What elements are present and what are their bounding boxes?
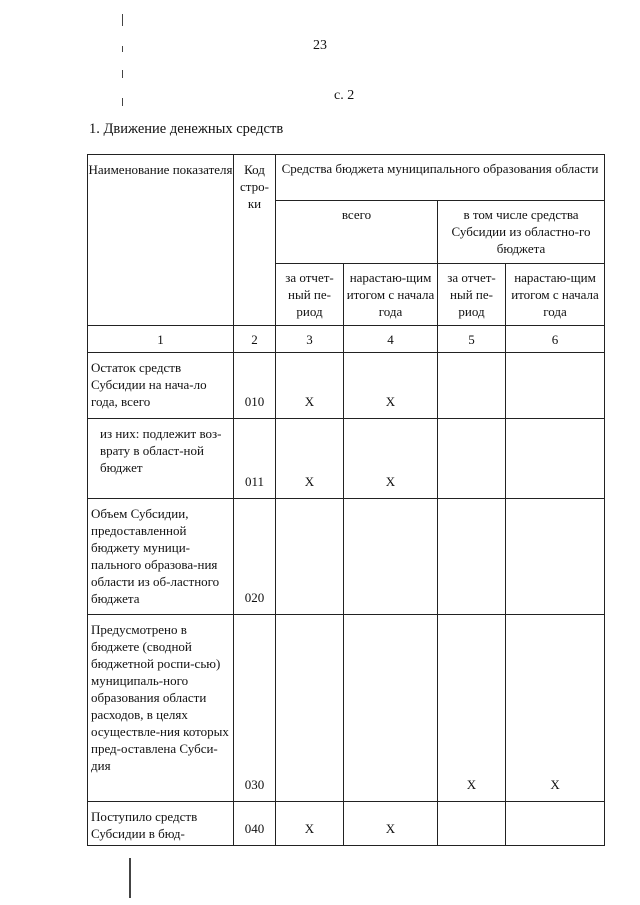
column-number: 1 xyxy=(88,326,234,353)
row-name: Предусмотрено в бюджете (сводной бюджетной роспи-сью) муниципаль-ного образования области расходов, в целях осуществле-ния которых пред-оставлена Субси-дия xyxy=(88,615,234,802)
cell-mark xyxy=(506,353,605,419)
row-code: 040 xyxy=(234,802,276,846)
cell-mark xyxy=(438,499,506,615)
cell-mark: X xyxy=(506,615,605,802)
cell-mark xyxy=(438,802,506,846)
table-row xyxy=(88,499,605,615)
sheet-label: с. 2 xyxy=(334,88,355,103)
table-row xyxy=(88,802,605,846)
cell-mark: X xyxy=(276,353,344,419)
header-total-period: за отчет-ный пе-риод xyxy=(276,264,344,326)
header-budget-group: Средства бюджета муниципального образования области xyxy=(276,155,605,201)
cell-mark xyxy=(506,802,605,846)
header-code: Код стро-ки xyxy=(234,155,276,326)
cell-mark xyxy=(344,499,438,615)
row-name: Остаток средств Субсидии на нача-ло года, всего xyxy=(88,353,234,419)
page-number: 23 xyxy=(313,38,327,53)
row-code: 030 xyxy=(234,615,276,802)
cell-mark xyxy=(506,499,605,615)
cell-mark xyxy=(438,419,506,499)
cell-mark xyxy=(276,615,344,802)
scan-mark xyxy=(122,98,123,106)
table-row xyxy=(88,353,605,419)
header-subsidy: в том числе средства Субсидии из областно-го бюджета xyxy=(438,201,605,264)
column-number: 3 xyxy=(276,326,344,353)
table-row xyxy=(88,419,605,499)
cell-mark xyxy=(344,615,438,802)
row-name: Объем Субсидии, предоставленной бюджету муници-пального образова-ния области из об-ластного бюджета xyxy=(88,499,234,615)
section-title: 1. Движение денежных средств xyxy=(89,121,284,137)
row-code: 011 xyxy=(234,419,276,499)
header-subsidy-cumulative: нарастаю-щим итогом с начала года xyxy=(506,264,605,326)
row-code: 010 xyxy=(234,353,276,419)
column-number: 5 xyxy=(438,326,506,353)
cash-flow-table xyxy=(87,154,605,846)
cell-mark: X xyxy=(344,802,438,846)
cell-mark xyxy=(276,499,344,615)
column-number: 4 xyxy=(344,326,438,353)
column-number: 2 xyxy=(234,326,276,353)
scan-mark xyxy=(122,70,123,78)
cell-mark: X xyxy=(344,419,438,499)
cell-mark: X xyxy=(344,353,438,419)
column-number: 6 xyxy=(506,326,605,353)
row-code: 020 xyxy=(234,499,276,615)
cell-mark: X xyxy=(276,802,344,846)
scan-mark xyxy=(129,858,131,898)
cell-mark xyxy=(438,353,506,419)
scan-mark xyxy=(122,14,123,26)
header-total: всего xyxy=(276,201,438,264)
row-name: из них: подлежит воз-врату в област-ной бюджет xyxy=(88,419,234,499)
header-name: Наименование показателя xyxy=(88,155,234,326)
row-name: Поступило средств Субсидии в бюд- xyxy=(88,802,234,846)
table-row xyxy=(88,615,605,802)
cell-mark xyxy=(506,419,605,499)
cell-mark: X xyxy=(438,615,506,802)
header-subsidy-period: за отчет-ный пе-риод xyxy=(438,264,506,326)
header-total-cumulative: нарастаю-щим итогом с начала года xyxy=(344,264,438,326)
cell-mark: X xyxy=(276,419,344,499)
